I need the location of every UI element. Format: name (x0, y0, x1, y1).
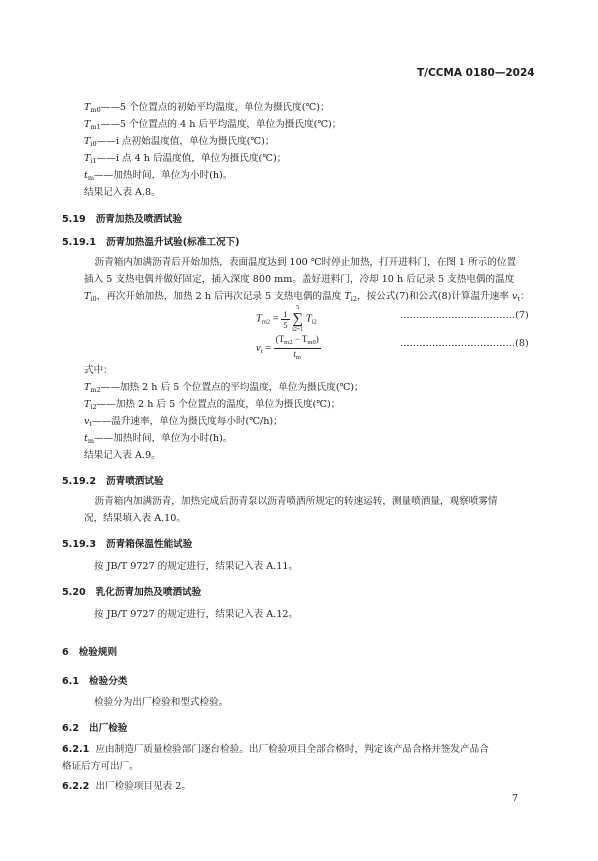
legend-item: $T_{i2}——$加热 2 h 后 5 个位置点的温度，单位为摄氏度(℃)； (84, 399, 341, 411)
legend-item (84, 133, 274, 148)
section-number: 5.19 (62, 214, 86, 225)
section-heading-5-19-1 (62, 234, 240, 248)
paragraph-5-19-2: 沥青箱内加满沥青，加热完成后沥青泵以沥青喷洒所规定的转速运转，测量喷洒量，观察喷雾情 况，结果填入表 A.10。 (84, 496, 498, 524)
section-heading-6-2: 6.2 出厂检验 (62, 723, 128, 734)
section-heading-5-20: 5.20 乳化沥青加热及喷洒试验 (62, 587, 202, 598)
legend-symbol: T (84, 136, 91, 147)
legend-item: $v_t——$温升速率，单位为摄氏度每小时(℃/h)； (84, 416, 283, 428)
paragraph-6-2-1: 6.2.1 应由制造厂质量检验部门逐台检验。出厂检验项目全部合格时，判定该产品合格并签发产品合 格证后方可出厂。 (62, 744, 489, 772)
legend-text: i 点 4 h 后温度值，单位为摄氏度(℃)； (115, 153, 287, 164)
legend-subscript: i1 (90, 157, 97, 165)
legend-text: 加热时间，单位为小时(h)。 (113, 170, 233, 181)
section-heading-6: 6 检验规则 (62, 647, 118, 658)
legend-item (84, 99, 330, 114)
doc-number: T/CCMA 0180—2024 (417, 67, 535, 79)
formula-7: $T_{m2}$ = $\frac{1}{5}$ 5 ∑ i2=1 $T_{i2}$ (256, 305, 317, 333)
legend-symbol: t (84, 170, 88, 181)
legend-subscript: m0 (90, 106, 101, 114)
section-number: 5.19.1 (62, 237, 96, 248)
leader-dots: ………………………………(7) (400, 310, 529, 321)
section-heading-5-19-3: 5.19.3 沥青箱保温性能试验 (62, 539, 193, 550)
fraction: $\frac{1}{5}$ (283, 308, 288, 330)
paragraph-line: 插入 5 支热电偶并做好固定，插入深度 800 mm。盖好进料门，冷却 10 h 后记录 5 支热电偶的温度 (84, 274, 515, 285)
legend-text: i 点初始温度值，单位为摄氏度(℃)； (115, 136, 275, 147)
equation-number: (7) (515, 310, 529, 321)
leader-dots: ………………………………(8) (400, 338, 529, 349)
section-title: 沥青加热温升试验(标准工况下) (106, 237, 240, 248)
legend-dash: —— (96, 153, 116, 164)
paragraph-6-1: 检验分为出厂检验和型式检验。 (94, 697, 229, 708)
legend-subscript: m (87, 174, 95, 182)
paragraph-5-19-3: 按 JB/T 9727 的规定进行，结果记入表 A.11。 (94, 561, 299, 572)
where-label: 式中： (84, 365, 113, 376)
fraction: $\frac{(T_{m2} - T_{m0})}{t_m}$ (275, 334, 319, 361)
legend-subscript: m1 (90, 123, 101, 131)
section-title: 沥青加热及喷洒试验 (95, 214, 183, 225)
symbol-vt: $v_t$ (511, 291, 520, 303)
summation: 5 ∑ i2=1 (292, 305, 304, 333)
paragraph-5-20: 按 JB/T 9727 的规定进行，结果记入表 A.12。 (94, 609, 299, 620)
legend-subscript: i0 (90, 140, 97, 148)
symbol-ti0: $T_{i0}$ (84, 291, 97, 303)
legend-text: 5 个位置点的 4 h 后平均温度，单位为摄氏度(℃)； (119, 119, 342, 130)
legend-symbol: T (84, 102, 91, 113)
legend-item: $T_{m2}——$加热 2 h 后 5 个位置点的平均温度，单位为摄氏度(℃)； (84, 382, 364, 394)
paragraph-5-19-1 (84, 254, 540, 308)
section-heading-6-1: 6.1 检验分类 (62, 676, 128, 687)
result-note-a8: 结果记入表 A.8。 (84, 187, 161, 198)
legend-text: 5 个位置点的初始平均温度，单位为摄氏度(℃)； (119, 102, 330, 113)
paragraph-line: $T_{i0}$，再次开始加热，加热 2 h 后再次记录 5 支热电偶的温度 $T_{i2}$，按公式(7)和公式(8)计算温升速率 $v_t$： (84, 291, 530, 303)
legend-item (84, 150, 286, 165)
section-heading-5-19-2: 5.19.2 沥青喷洒试验 (62, 476, 164, 487)
paragraph-line: 沥青箱内加满沥青后开始加热，表面温度达到 100 ℃时停止加热，打开进料门，在图 1 所示的位置 (94, 257, 517, 268)
legend-item: $t_m——$加热时间，单位为小时(h)。 (84, 433, 233, 445)
legend-item (84, 116, 341, 131)
symbol-ti2: $T_{i2}$ (344, 291, 357, 303)
formula-8: $v_t$ = $\frac{(T_{m2} - T_{m0})}{t_m}$ (256, 334, 319, 361)
legend-dash: —— (100, 119, 120, 130)
legend-symbol: T (84, 153, 91, 164)
legend-dash: —— (100, 102, 120, 113)
legend-item (84, 167, 232, 182)
formula-lhs: v (256, 342, 261, 354)
section-heading-5-19 (62, 211, 182, 225)
legend-dash: —— (94, 170, 114, 181)
legend-dash: —— (96, 136, 116, 147)
paragraph-6-2-2: 6.2.2 出厂检验项目见表 2。 (62, 781, 191, 792)
formula-lhs: T (256, 313, 262, 325)
result-note-a9: 结果记入表 A.9。 (84, 450, 161, 461)
page-number: 7 (512, 793, 519, 804)
equation-number: (8) (515, 338, 529, 349)
legend-symbol: T (84, 119, 91, 130)
